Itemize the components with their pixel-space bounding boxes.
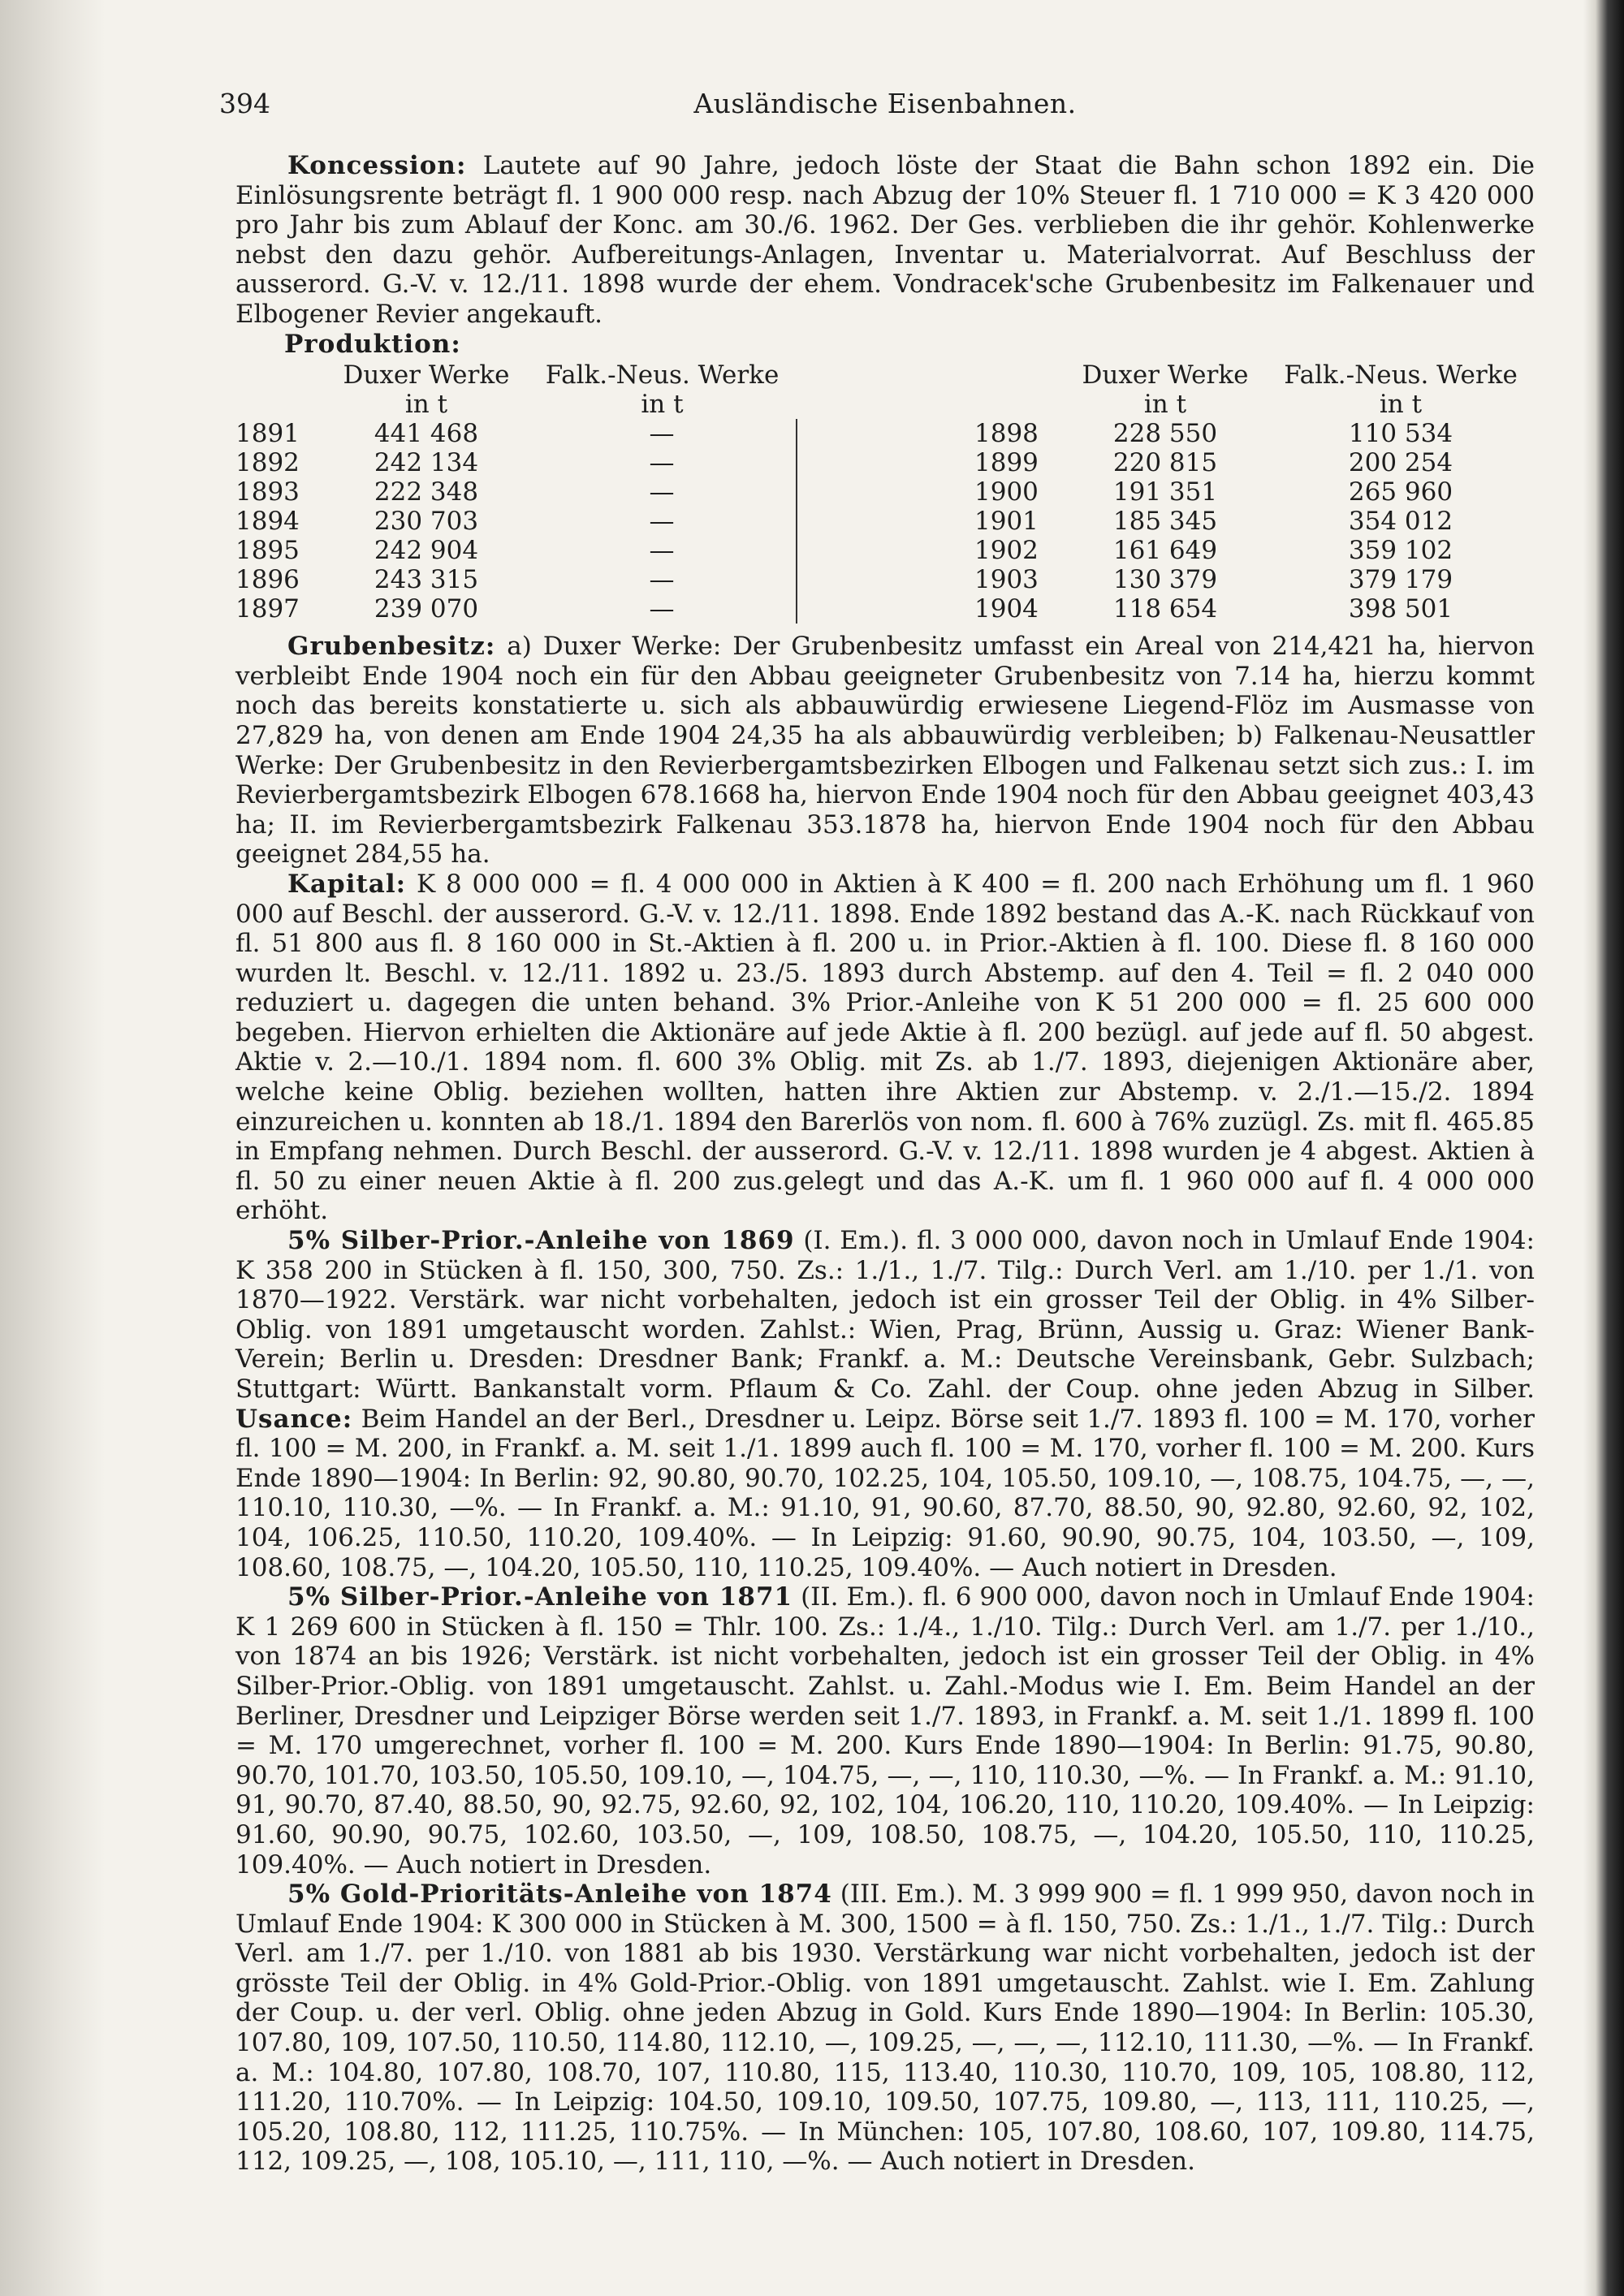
- production-year: 1904: [974, 594, 1039, 624]
- production-year: 1893: [235, 477, 300, 507]
- production-duxer-value: 130 379: [1112, 565, 1218, 595]
- production-row: [974, 419, 1535, 448]
- production-row: [235, 536, 797, 565]
- koncession-label: Koncession:: [287, 151, 467, 180]
- anleihe-1871-label: 5% Silber-Prior.-Anleihe von 1871: [287, 1582, 793, 1612]
- production-duxer-value: 242 904: [374, 536, 479, 566]
- production-year: 1900: [974, 477, 1039, 507]
- production-row: [235, 448, 797, 477]
- anleihe-1871-paragraph: [235, 1582, 1535, 1880]
- production-year: 1902: [974, 536, 1039, 566]
- unit-label: in t: [404, 390, 448, 420]
- production-duxer-value: 228 550: [1112, 419, 1218, 449]
- production-year: 1901: [974, 507, 1039, 537]
- anleihe-1871-text: (II. Em.). fl. 6 900 000, davon noch in Umlauf Ende 1904: K 1 269 600 in Stücken à fl. 150 = Thlr. 100. Zs.: 1./4., 1./10. Tilg.: Durch Verl. am 1./7. per 1./10., von 1874 an bis 1926; Verstärk. ist nicht vorbehalten, jedoch ist ein grosser Teil der Oblig. in 4% Silber-Prior.-Oblig. von 1891 umgetauscht. Zahlst. u. Zahl.-Modus wie I. Em. Beim Handel an der Berliner, Dresdner und Leipziger Börse werden seit 1./7. 1893, in Frankf. a. M. seit 1./1. 1899 fl. 100 = M. 170 umgerechnet, vorher fl. 100 = M. 200. Kurs Ende 1890—1904: In Berlin: 91.75, 90.80, 90.70, 101.70, 103.50, 105.50, 109.10, —, 104.75, —, —, 110, 110.30, —%. — In Frankf. a. M.: 91.10, 91, 90.70, 87.40, 88.50, 90, 92.75, 92.60, 92, 102, 104, 106.20, 110, 110.20, 109.40%. — In Leipzig: 91.60, 90.90, 90.75, 102.60, 103.50, —, 109, 108.50, 108.75, —, 104.20, 105.50, 110, 110.25, 109.40%. — Auch notiert in Dresden.: [235, 1582, 1535, 1880]
- usance-label: Usance:: [235, 1404, 353, 1434]
- production-row: [235, 594, 797, 624]
- scan-right-edge: [1583, 0, 1624, 2296]
- production-year: 1891: [235, 419, 300, 449]
- production-falk-value: 200 254: [1348, 448, 1453, 478]
- production-duxer-value: 118 654: [1112, 594, 1218, 624]
- kapital-text: K 8 000 000 = fl. 4 000 000 in Aktien à K 400 = fl. 200 nach Erhöhung um fl. 1 960 000 auf Beschl. der ausserord. G.-V. v. 12./11. 1898. Ende 1892 bestand das A.-K. nach Rückkauf von fl. 51 800 aus fl. 8 160 000 in St.-Aktien à fl. 200 u. in Prior.-Aktien à fl. 100. Diese fl. 8 160 000 wurden lt. Beschl. v. 12./11. 1892 u. 23./5. 1893 durch Abstemp. auf den 4. Teil = fl. 2 040 000 reduziert u. dagegen die unten behand. 3% Prior.-Anleihe von K 51 200 000 = fl. 25 600 000 begeben. Hiervon erhielten die Aktionäre auf jede Aktie à fl. 200 bezügl. auf jede auf fl. 50 abgest. Aktie v. 2.—10./1. 1894 nom. fl. 600 3% Oblig. mit Zs. ab 1./7. 1893, diejenigen Aktionäre aber, welche keine Oblig. beziehen wollten, hatten ihre Aktien zur Abstemp. v. 2./1.—15./2. 1894 einzureichen u. konnten ab 18./1. 1894 den Barerlös von nom. fl. 600 à 76% zuzügl. Zs. mit fl. 465.85 in Empfang nehmen. Durch Beschl. der ausserord. G.-V. v. 12./11. 1898 wurden je 4 abgest. Aktien à fl. 50 zu einer neuen Aktie à fl. 200 zus.gelegt und das A.-K. um fl. 1 960 000 auf fl. 4 000 000 erhöht.: [235, 869, 1535, 1226]
- production-duxer-value: 185 345: [1112, 507, 1218, 537]
- production-falk-value: —: [528, 594, 797, 624]
- production-year: 1898: [974, 419, 1039, 449]
- column-duxer-werke: Duxer Werke: [343, 360, 510, 391]
- production-duxer-value: 222 348: [374, 477, 479, 507]
- koncession-text: Lautete auf 90 Jahre, jedoch löste der Staat die Bahn schon 1892 ein. Die Einlösungsrente beträgt fl. 1 900 000 resp. nach Abzug der 10% Steuer fl. 1 710 000 = K 3 420 000 pro Jahr bis zum Ablauf der Konc. am 30./6. 1962. Der Ges. verblieben die ihr gehör. Kohlenwerke nebst den dazu gehör. Aufbereitungs-Anlagen, Inventar u. Materialvorrat. Auf Beschluss der ausserord. G.-V. v. 12./11. 1898 wurde der ehem. Vondracek'sche Grubenbesitz im Falkenauer und Elbogener Revier angekauft.: [235, 151, 1535, 329]
- production-duxer-value: 239 070: [374, 594, 479, 624]
- production-table-right: [974, 360, 1535, 624]
- production-duxer-value: 441 468: [374, 419, 479, 449]
- column-falk-neus-werke: Falk.-Neus. Werke: [1284, 360, 1518, 391]
- production-year: 1894: [235, 507, 300, 537]
- document-page: [219, 88, 1535, 2177]
- production-row: [235, 419, 797, 448]
- production-falk-value: —: [528, 448, 797, 477]
- production-falk-value: —: [528, 477, 797, 507]
- kapital-label: Kapital:: [287, 869, 407, 899]
- production-row: [235, 565, 797, 594]
- production-falk-value: 359 102: [1348, 536, 1453, 566]
- anleihe-1869-paragraph: [235, 1226, 1535, 1582]
- production-falk-value: 379 179: [1348, 565, 1453, 595]
- anleihe-1874-label: 5% Gold-Prioritäts-Anleihe von 1874: [287, 1880, 832, 1910]
- production-year: 1897: [235, 594, 300, 624]
- page-number: 394: [219, 88, 270, 119]
- production-tables: [235, 360, 1535, 624]
- production-duxer-value: 230 703: [374, 507, 479, 537]
- column-duxer-werke: Duxer Werke: [1082, 360, 1249, 391]
- production-duxer-value: 220 815: [1112, 448, 1218, 478]
- production-falk-value: —: [528, 536, 797, 565]
- unit-label: in t: [1143, 390, 1187, 420]
- production-falk-value: 398 501: [1348, 594, 1453, 624]
- usance-text: Beim Handel an der Berl., Dresdner u. Leipz. Börse seit 1./7. 1893 fl. 100 = M. 170, vorher fl. 100 = M. 200, in Frankf. a. M. seit 1./1. 1899 auch fl. 100 = M. 170, vorher fl. 100 = M. 200. Kurs Ende 1890—1904: In Berlin: 92, 90.80, 90.70, 102.25, 104, 105.50, 109.10, —, 108.75, 104.75, —, —, 110.10, 110.30, —%. — In Frankf. a. M.: 91.10, 91, 90.60, 87.70, 88.50, 90, 92.80, 92.60, 92, 102, 104, 106.25, 110.50, 110.20, 109.40%. — In Leipzig: 91.60, 90.90, 90.75, 104, 103.50, —, 109, 108.60, 108.75, —, 104.20, 105.50, 110, 110.25, 109.40%. — Auch notiert in Dresden.: [235, 1404, 1535, 1582]
- page-header: [219, 88, 1535, 128]
- grubenbesitz-text: a) Duxer Werke: Der Grubenbesitz umfasst ein Areal von 214,421 ha, hiervon verbleibt Ende 1904 noch ein für den Abbau geeigneter Grubenbesitz von 7.14 ha, hierzu kommt noch das bereits konstatierte u. sich als abbauwürdig erwiesene Liegend-Flöz im Ausmasse von 27,829 ha, von denen am Ende 1904 24,35 ha als abbauwürdig verbleiben; b) Falkenau-Neusattler Werke: Der Grubenbesitz in den Revierbergamtsbezirken Elbogen und Falkenau setzt sich zus.: I. im Revierbergamtsbezirk Elbogen 678.1668 ha, hiervon Ende 1904 noch für den Abbau geeignet 403,43 ha; II. im Revierbergamtsbezirk Falkenau 353.1878 ha, hiervon Ende 1904 noch für den Abbau geeignet 284,55 ha.: [235, 632, 1535, 870]
- grubenbesitz-label: Grubenbesitz:: [287, 632, 496, 662]
- production-year: 1903: [974, 565, 1039, 595]
- production-duxer-value: 242 134: [374, 448, 479, 478]
- production-row: [235, 477, 797, 507]
- production-row: [974, 507, 1535, 536]
- produktion-heading: Produktion:: [284, 329, 461, 359]
- production-falk-value: —: [528, 565, 797, 594]
- anleihe-1874-text: (III. Em.). M. 3 999 900 = fl. 1 999 950, davon noch in Umlauf Ende 1904: K 300 000 in Stücken à M. 300, 1500 = à fl. 150, 750. Zs.: 1./1., 1./7. Tilg.: Durch Verl. am 1./7. per 1./10. von 1881 ab bis 1930. Verstärkung war nicht vorbehalten, jedoch ist der grösste Teil der Oblig. in 4% Gold-Prior.-Oblig. von 1891 umgetauscht. Zahlst. wie I. Em. Zahlung der Coup. u. der verl. Oblig. ohne jeden Abzug in Gold. Kurs Ende 1890—1904: In Berlin: 105.30, 107.80, 109, 107.50, 110.50, 114.80, 112.10, —, 109.25, —, —, —, 112.10, 111.30, —%. — In Frankf. a. M.: 104.80, 107.80, 108.70, 107, 110.80, 115, 113.40, 110.30, 110.70, 109, 105, 108.80, 112, 111.20, 110.70%. — In Leipzig: 104.50, 109.10, 109.50, 107.75, 109.80, —, 113, 111, 110.25, —, 105.20, 108.80, 112, 111.25, 110.75%. — In München: 105, 107.80, 108.60, 107, 109.80, 114.75, 112, 109.25, —, 108, 105.10, —, 111, 110, —%. — Auch notiert in Dresden.: [235, 1880, 1535, 2177]
- production-duxer-value: 243 315: [374, 565, 479, 595]
- scan-left-shadow: [0, 0, 106, 2296]
- production-table-left: [235, 360, 797, 624]
- production-duxer-value: 191 351: [1112, 477, 1218, 507]
- production-year: 1896: [235, 565, 300, 595]
- anleihe-1874-paragraph: [235, 1880, 1535, 2177]
- running-head: Ausländische Eisenbahnen.: [693, 88, 1077, 119]
- production-row: [974, 477, 1535, 507]
- koncession-paragraph: [235, 151, 1535, 330]
- column-falk-neus-werke: Falk.-Neus. Werke: [545, 360, 780, 391]
- unit-label: in t: [641, 390, 684, 420]
- grubenbesitz-paragraph: [235, 632, 1535, 870]
- production-falk-value: —: [528, 419, 797, 448]
- unit-label: in t: [1379, 390, 1423, 420]
- production-year: 1899: [974, 448, 1039, 478]
- production-year: 1895: [235, 536, 300, 566]
- anleihe-1869-label: 5% Silber-Prior.-Anleihe von 1869: [287, 1226, 795, 1256]
- production-row: [974, 594, 1535, 624]
- production-falk-value: 265 960: [1348, 477, 1453, 507]
- production-row: [974, 448, 1535, 477]
- production-row: [974, 536, 1535, 565]
- production-duxer-value: 161 649: [1112, 536, 1218, 566]
- production-falk-value: 110 534: [1348, 419, 1453, 449]
- kapital-paragraph: [235, 870, 1535, 1226]
- production-row: [974, 565, 1535, 594]
- anleihe-1869-text: (I. Em.). fl. 3 000 000, davon noch in Umlauf Ende 1904: K 358 200 in Stücken à fl. 150, 300, 750. Zs.: 1./1., 1./7. Tilg.: Durch Verl. am 1./10. per 1./1. von 1870—1922. Verstärk. war nicht vorbehalten, jedoch ist ein grosser Teil der Oblig. in 4% Silber-Oblig. von 1891 umgetauscht worden. Zahlst.: Wien, Prag, Brünn, Aussig u. Graz: Wiener Bank-Verein; Berlin u. Dresden: Dresdner Bank; Frankf. a. M.: Deutsche Vereinsbank, Gebr. Sulzbach; Stuttgart: Württ. Bankanstalt vorm. Pflaum & Co. Zahl. der Coup. ohne jeden Abzug in Silber.: [235, 1226, 1535, 1404]
- production-year: 1892: [235, 448, 300, 478]
- production-falk-value: 354 012: [1348, 507, 1453, 537]
- production-falk-value: —: [528, 507, 797, 536]
- production-row: [235, 507, 797, 536]
